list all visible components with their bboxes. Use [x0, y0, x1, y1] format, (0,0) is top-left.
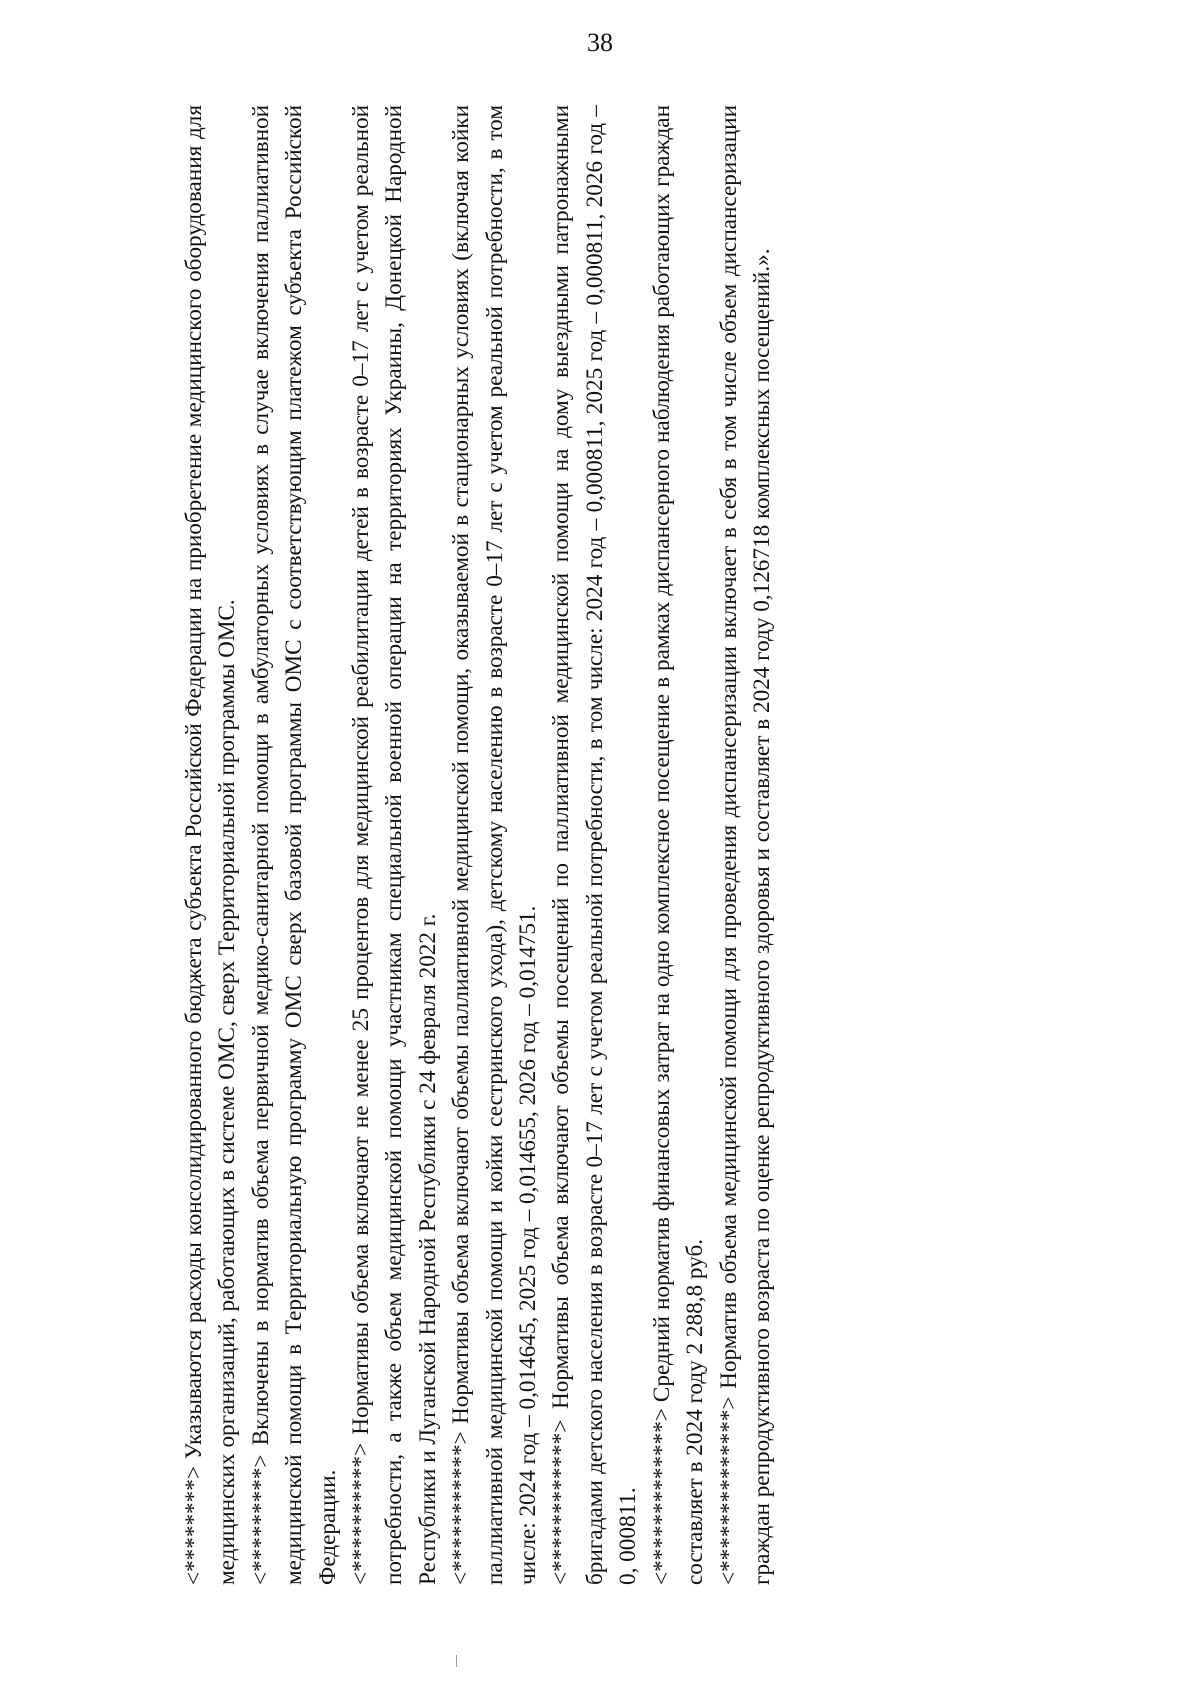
footnote-14: [713, 105, 780, 1585]
page-number: 38: [587, 28, 613, 57]
footnote-marker: <**********>: [348, 1442, 375, 1585]
footnote-12: [545, 105, 645, 1585]
footnote-marker: <*************>: [648, 1408, 675, 1585]
footnote-marker: <**************>: [715, 1396, 742, 1585]
footnote-text: Включены в норматив объема первичной медико-санитарной помощи в амбулаторных условиях в случае включения паллиативной медицинской помощи в Территориальную программу ОМС сверх базовой программы ОМС с соответствующим платежом субъекта Российской Федерации.: [247, 105, 341, 1585]
footnote-marker: <***********>: [448, 1431, 475, 1585]
footnote-text: Указываются расходы консолидированного бюджета субъекта Российской Федерации на приобретение медицинского оборудования для медицинских организаций, работающих в системе ОМС, сверх Территориальной программы ОМС.: [181, 105, 241, 1585]
footnote-text: Средний норматив финансовых затрат на одно комплексное посещение в рамках диспансерного наблюдения работающих граждан составляет в 2024 году 2 288,8 руб.: [648, 105, 709, 1585]
footnote-text: Нормативы объема включают объемы посещений по паллиативной медицинской помощи на дому выездными патронажными бригадами детского населения в возрасте 0–17 лет с учетом реальной потребности, в том числе: 2024 год – 0,000811, 2025 год – 0,000811, 2026 год – 0, 000811.: [548, 105, 642, 1585]
footnote-text: Норматив объема медицинской помощи для проведения диспансеризации включает в себя в том числе объем диспансеризации граждан репродуктивного возраста по оценке репродуктивного здоровья и составляет в 2024 году 0,126718 комплексных посещений.».: [715, 105, 775, 1585]
footnote-8: [178, 105, 245, 1585]
scan-artifact: [456, 1655, 457, 1667]
footnote-text: Нормативы объема включают объемы паллиативной медицинской помощи, оказываемой в стационарных условиях (включая койки паллиативной медицинской помощи и койки сестринского ухода), детскому населению в возрасте 0–17 лет с учетом реальной потребности, в том числе: 2024 год – 0,014645, 2025 год – 0,014655, 2026 год – 0,014751.: [448, 105, 542, 1585]
footnotes-block: [178, 105, 898, 1585]
footnote-13: [646, 105, 713, 1585]
footnote-marker: <************>: [548, 1419, 575, 1585]
footnote-11: [445, 105, 545, 1585]
footnote-text: Нормативы объема включают не менее 25 процентов для медицинской реабилитации детей в возрасте 0–17 лет с учетом реальной потребности, а также объем медицинской помощи участникам специальной военной операции на территориях Украины, Донецкой Народной Республики и Луганской Народной Республики с 24 февраля 2022 г.: [348, 105, 441, 1585]
footnote-10: [345, 105, 445, 1585]
footnote-marker: <********>: [181, 1466, 207, 1585]
footnote-marker: <*********>: [247, 1454, 274, 1585]
footnote-9: [245, 105, 345, 1585]
